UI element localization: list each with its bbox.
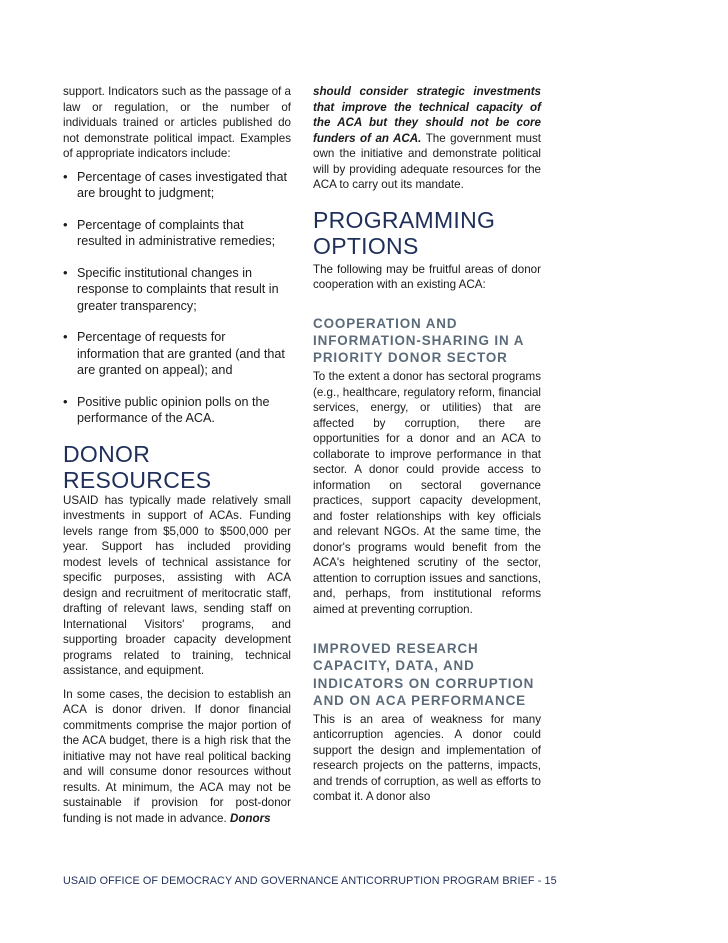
indicator-list [63, 169, 291, 427]
list-item: • Percentage of requests for information that are granted (and that are granted on appeal); and [63, 329, 291, 379]
list-item: • Percentage of complaints that resulted in administrative remedies; [63, 217, 291, 250]
left-column [63, 84, 291, 826]
section-heading-donor-resources: DONOR RESOURCES [63, 440, 212, 493]
donor-paragraph-1: USAID has typically made relatively small investments in support of ACAs. Funding levels range from $5,000 to $500,000 per year. Support has included providing modest levels of technical assistance for specific purposes, assisting with ACA design and recruitment of meritocratic staff, drafting of relevant laws, sending staff on International Visitors' programs, and supporting broader capacity development programs related to training, technical assistance, and equipment. [63, 493, 291, 677]
continued-emphasis: should consider strategic investments that improve the technical capacity of the ACA but they should not be core funders of an ACA. [313, 85, 541, 145]
donor-paragraph-2-emphasis: Donors [229, 811, 271, 825]
list-item: • Percentage of cases investigated that are brought to judgment; [63, 169, 291, 202]
continued-text: The government must own the initiative and demonstrate political will by providing adequate resources for the ACA to carry out its mandate. [313, 131, 542, 191]
list-item: • Positive public opinion polls on the performance of the ACA. [63, 394, 291, 427]
research-paragraph: This is an area of weakness for many anticorruption agencies. A donor could support the design and implementation of research projects on the patterns, impacts, and trends of corruption, as well as efforts to combat it. A donor also [313, 712, 541, 804]
page-footer: USAID OFFICE OF DEMOCRACY AND GOVERNANCE ANTICORRUPTION PROGRAM BRIEF - 15 [63, 875, 557, 887]
programming-paragraph: The following may be fruitful areas of donor cooperation with an existing ACA: [313, 262, 541, 291]
intro-paragraph: support. Indicators such as the passage of a law or regulation, or the number of individuals trained or articles published do not demonstrate political impact. Examples of appropriate indicators include: [63, 85, 291, 160]
list-item: • Specific institutional changes in response to complaints that result in greater transparency; [63, 265, 291, 315]
section-heading-programming-options: PROGRAMMING OPTIONS [313, 206, 496, 259]
subheading-research: IMPROVED RESEARCH CAPACITY, DATA, AND INDICATORS ON CORRUPTION AND ON ACA PERFORMANCE [313, 641, 535, 708]
donor-paragraph-2-text: In some cases, the decision to establish an ACA is donor driven. If donor financial commitments comprise the major portion of the ACA budget, there is a high risk that the initiative may not have real political backing and will consume donor resources without results. At minimum, the ACA may not be sustainable if provision for post-donor funding is not made in advance. [63, 687, 291, 825]
continued-paragraph [313, 84, 541, 193]
right-column [313, 84, 541, 805]
donor-paragraph-2 [63, 687, 291, 827]
cooperation-paragraph: To the extent a donor has sectoral programs (e.g., healthcare, regulatory reform, financial services, energy, or utilities) that are affected by corruption, there are opportunities for a donor and an ACA to collaborate to improve performance in that sector. A donor could provide access to information on sectoral governance practices, support capacity development, and foster relationships with key officials and relevant NGOs. At the same time, the donor's programs would benefit from the ACA's heightened scrutiny of the sector, attention to corruption issues and sanctions, and, perhaps, from institutional reforms aimed at preventing corruption. [313, 370, 541, 616]
subheading-cooperation: COOPERATION AND INFORMATION-SHARING IN A PRIORITY DONOR SECTOR [313, 315, 524, 365]
